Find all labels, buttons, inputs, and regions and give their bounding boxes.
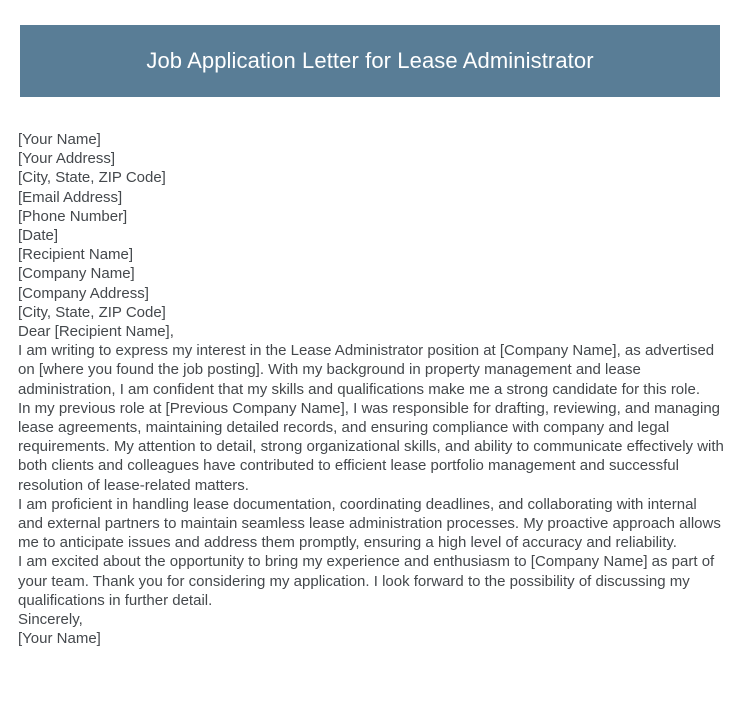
letter-paragraph: In my previous role at [Previous Company Name], I was responsible for drafting, reviewing, and managing lease agreements, maintaining detailed records, and ensuring compliance with company and legal requirements. My attention to detail, strong organizational skills, and ability to communicate effectively with both clients and colleagues have contributed to efficient lease portfolio management and successful resolution of lease-related matters.	[18, 399, 724, 494]
recipient-line: [City, State, ZIP Code]	[18, 303, 166, 321]
sender-line: [Your Name]	[18, 131, 101, 148]
recipient-address-block	[18, 245, 724, 322]
letter-paragraph: I am writing to express my interest in the Lease Administrator position at [Company Name], as advertised on [where you found the job posting]. With my background in property management and lease administration, I am confident that my skills and qualifications make me a strong candidate for this role.	[18, 342, 715, 398]
recipient-line: [Company Address]	[18, 284, 149, 302]
letter-body	[18, 130, 724, 648]
closing-salutation: Sincerely,	[18, 611, 83, 629]
letter-paragraph: I am excited about the opportunity to bring my experience and enthusiasm to [Company Name] as part of your team. Thank you for considering my application. I look forward to the possibility of discussing my qualifications in further detail.	[18, 553, 715, 609]
page-title: Job Application Letter for Lease Administrator	[146, 48, 594, 73]
letter-paragraph: I am proficient in handling lease documentation, coordinating deadlines, and collaborating with internal and external partners to maintain seamless lease administration processes. My proactive approach allows me to anticipate issues and address them promptly, ensuring a high level of accuracy and reliability.	[18, 495, 721, 552]
sender-line: [Date]	[18, 227, 59, 245]
signature-name: [Your Name]	[18, 630, 101, 648]
recipient-line: [Recipient Name]	[18, 246, 134, 264]
sender-line: [City, State, ZIP Code]	[18, 169, 166, 187]
salutation: Dear [Recipient Name],	[18, 323, 174, 341]
sender-line: [Email Address]	[18, 188, 123, 206]
document-header-banner	[20, 25, 720, 97]
recipient-line: [Company Name]	[18, 265, 135, 283]
sender-line: [Your Address]	[18, 150, 116, 168]
sender-address-block	[18, 130, 724, 245]
sender-line: [Phone Number]	[18, 207, 128, 225]
